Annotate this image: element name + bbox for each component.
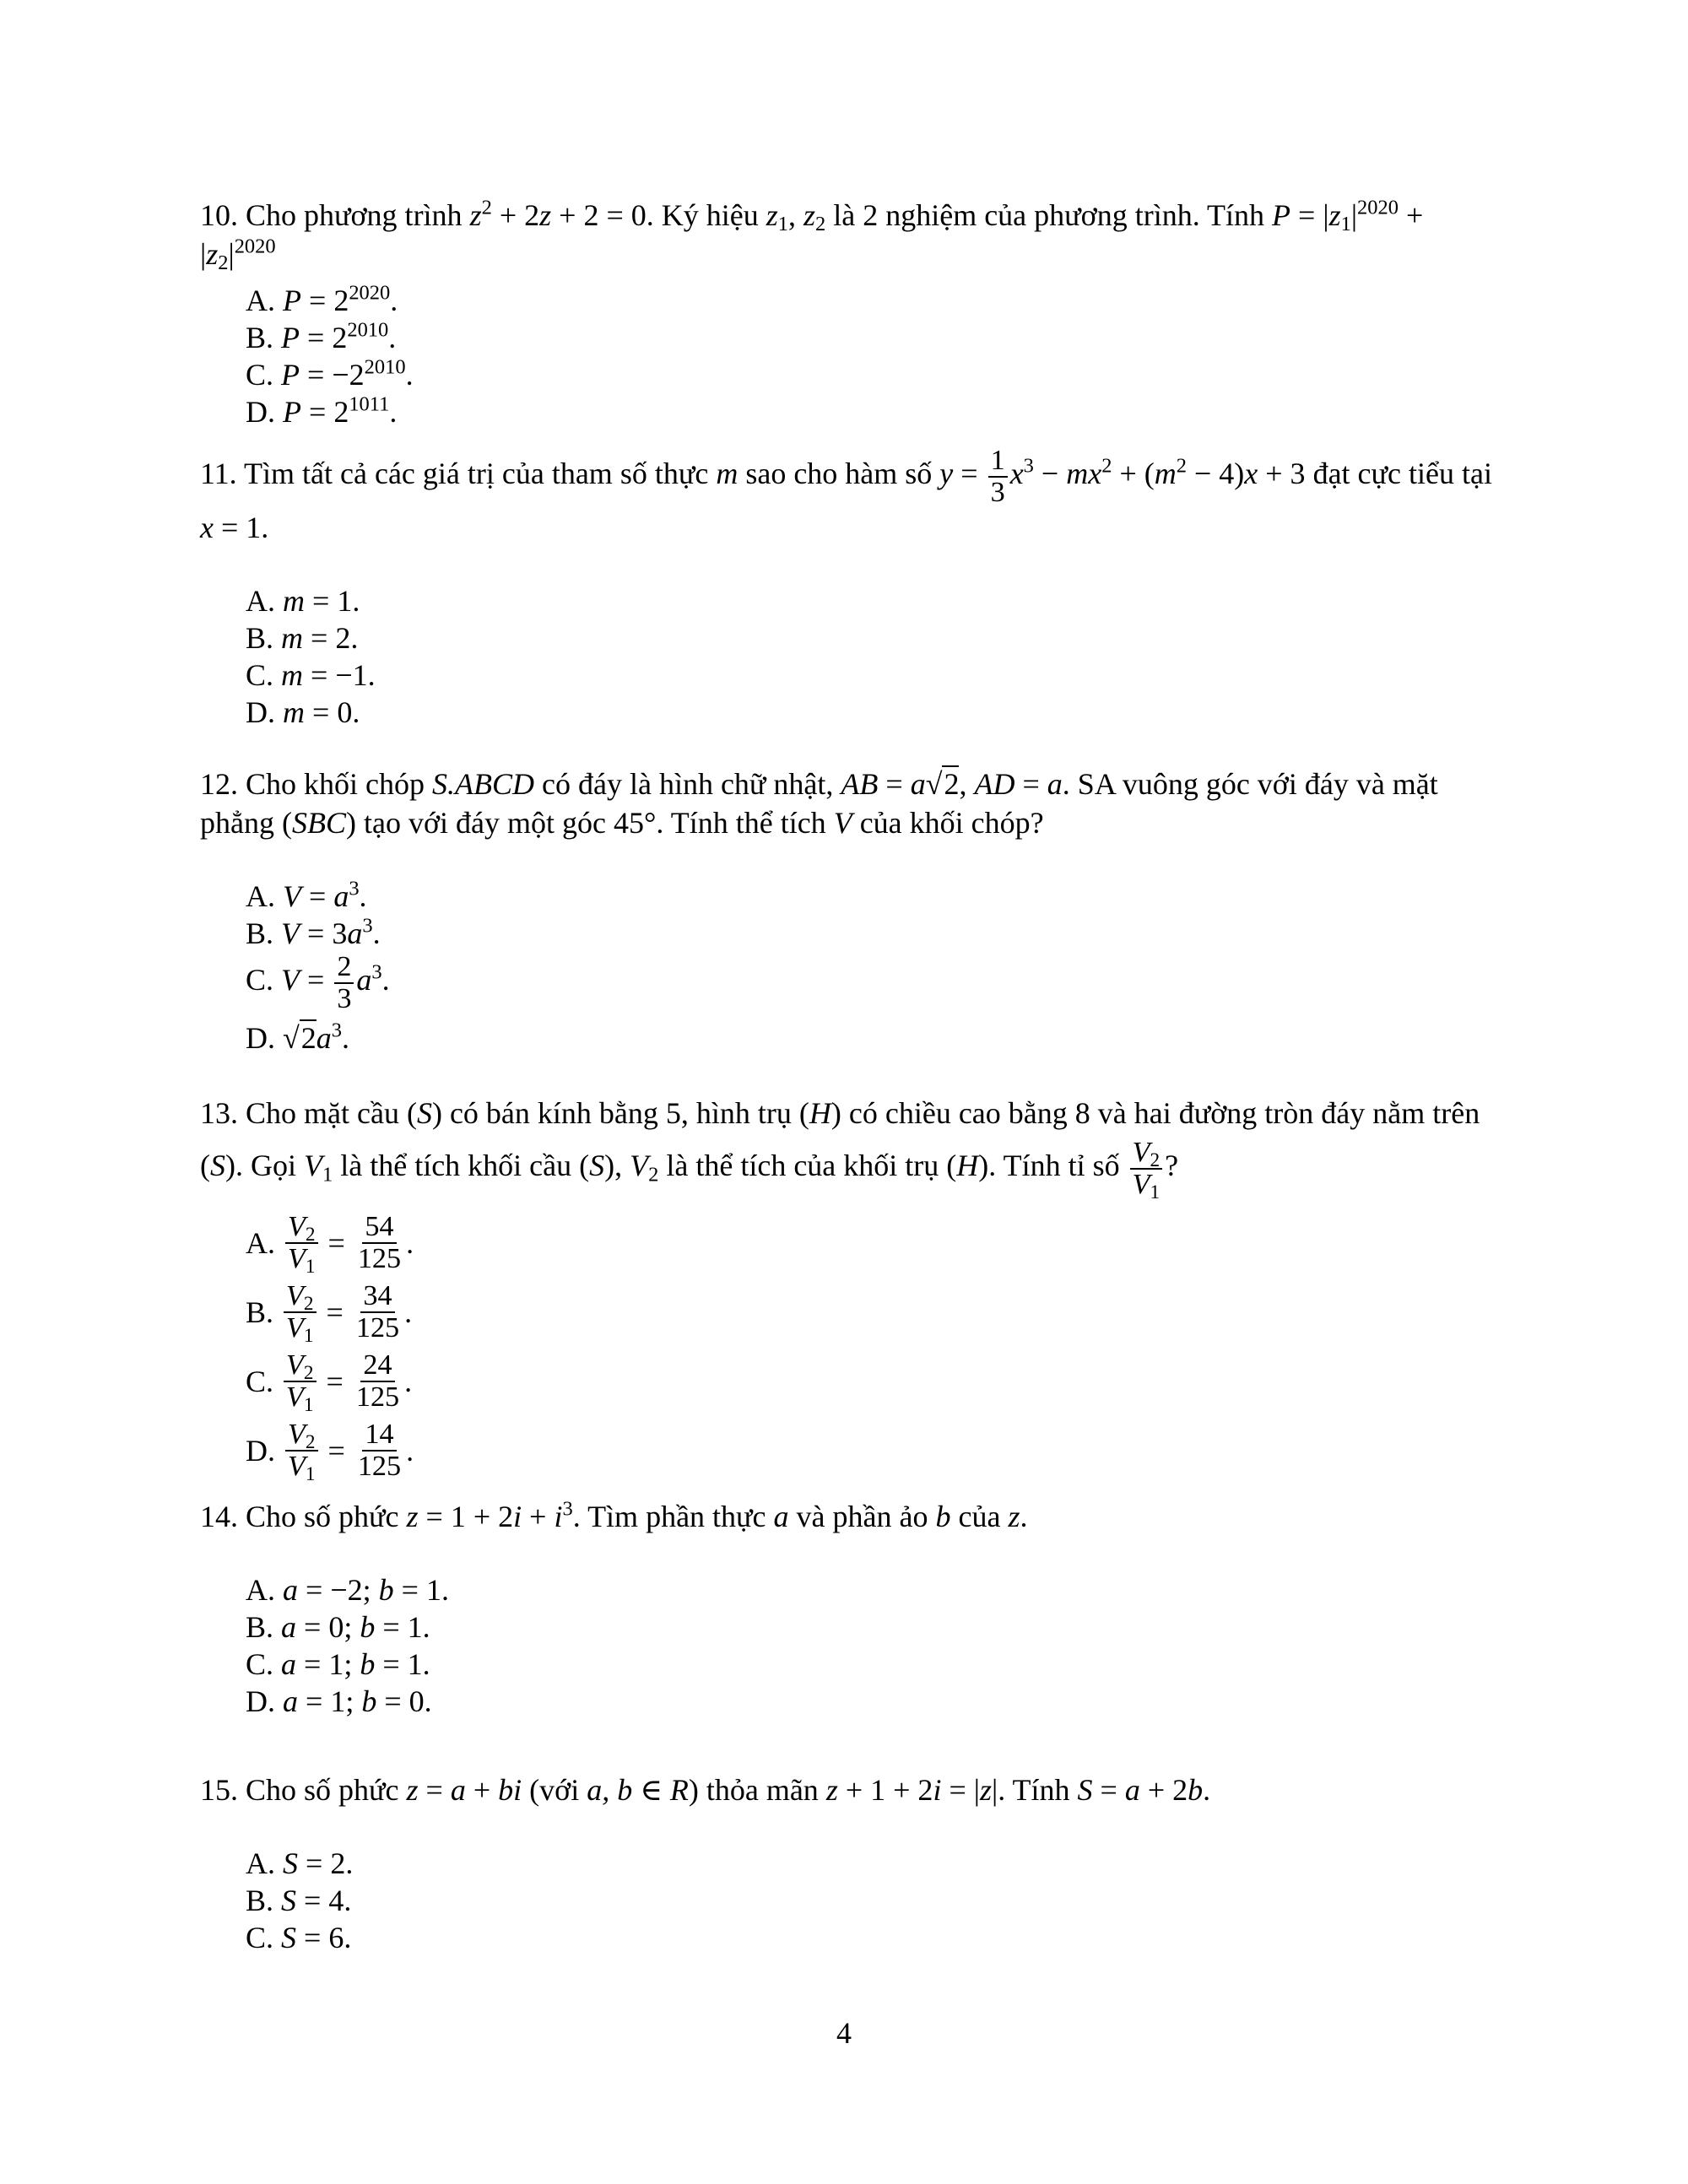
question-number: 15. <box>200 1773 238 1807</box>
option-c: C. S = 6. <box>246 1921 352 1954</box>
question-text: có chiều cao bằng 8 và hai đường tròn đáy nằm trên <box>848 1096 1480 1130</box>
option-a: A. $P = 2^{2020}$. <box>246 281 398 317</box>
option-b: B. $P = 2^{2010}$. <box>246 318 397 354</box>
question-number: 13. <box>200 1096 238 1130</box>
question-13-stem: 13. Cho mặt cầu (S) có bán kính bằng 5, hình trụ (H) có chiều cao bằng 8 và hai đường tròn đáy nằm trên (S). Gọi $V_1$ là thể tích khối cầu (S), $V_2$ là thể tích của khối trụ (H). Tính tỉ số $\frac{V_2}{V_1}$ ? <box>200 1096 1480 1203</box>
question-12-stem: 12. Cho khối chóp S.ABCD có đáy là hình chữ nhật, AB = a√2, AD = a. SA vuông góc với đáy và mặt phẳng (SBC) tạo với đáy một góc 45°. Tính thể tích V của khối chóp? <box>200 767 1438 840</box>
option-c: C. $\frac{V_2}{V_1}$ = $\frac{24}{125}$ . <box>246 1349 413 1416</box>
question-text: Cho số phức <box>246 1773 399 1807</box>
answer-options <box>200 1845 1496 1956</box>
question-11-stem: 11. Tìm tất cả các giá trị của tham số thực m sao cho hàm số y = $\frac{1}{3}$ $x^3 - mx^2 + (m^2 - 4)x + 3$ đạt cực tiểu tại x = 1. <box>200 445 1492 544</box>
option-d: D. $P = 2^{1011}$. <box>246 392 398 429</box>
question-text: . Gọi <box>235 1149 296 1183</box>
option-c: C. V = $\frac{2}{3}$ $a^3$. <box>246 951 390 1014</box>
question-text: Cho số phức <box>246 1500 399 1533</box>
question-text: ) thỏa mãn <box>688 1773 819 1807</box>
question-text: Tìm tất cả các giá trị của tham số thực <box>244 457 709 491</box>
page-number: 4 <box>836 2016 852 2050</box>
question-15 <box>200 1770 1496 1956</box>
question-text: của <box>958 1500 1001 1533</box>
question-text: và phần ảo <box>796 1500 928 1533</box>
answer-options <box>200 878 1496 1057</box>
option-a: A. S = 2. <box>246 1846 354 1880</box>
question-text: . Tính tỉ số <box>988 1149 1120 1183</box>
question-text: . Tính <box>998 1773 1070 1807</box>
option-b: B. m = 2. <box>246 620 359 655</box>
question-text: Ký hiệu <box>661 198 759 232</box>
answer-options <box>200 1571 1496 1720</box>
answer-options <box>200 1208 1496 1485</box>
question-number: 14. <box>200 1500 238 1533</box>
question-text: Cho mặt cầu <box>246 1096 399 1130</box>
answer-options <box>200 582 1496 731</box>
question-10-stem: 10. Cho phương trình $z^2 + 2z + 2 = 0$. Ký hiệu $z_1$, $z_2$ là 2 nghiệm của phương trình. Tính $P = |z_1|^{2020} + |z_2|^{2020}$ <box>200 196 1424 275</box>
question-text: . Tìm phần thực <box>572 1500 766 1533</box>
question-11 <box>200 446 1496 731</box>
question-text: sao cho hàm số <box>745 457 933 491</box>
option-d: D. $\frac{V_2}{V_1}$ = $\frac{14}{125}$ . <box>246 1418 414 1485</box>
question-text: đạt cực tiểu <box>1312 457 1454 491</box>
option-c: C. $P = -2^{2010}$. <box>246 355 414 392</box>
option-d: D. m = 0. <box>246 695 360 729</box>
question-text: (với <box>529 1773 580 1807</box>
question-text: là 2 nghiệm của phương trình. Tính <box>833 198 1265 232</box>
question-text: Cho khối chóp <box>246 767 425 801</box>
option-c: C. m = −1. <box>246 657 376 692</box>
option-b: B. a = 0; b = 1. <box>246 1610 430 1644</box>
option-a: A. $V = a^3$. <box>246 877 367 913</box>
question-number: 10. <box>200 198 238 232</box>
option-b: B. $V = 3a^3$. <box>246 914 381 950</box>
question-12 <box>200 765 1496 1057</box>
question-number: 12. <box>200 767 238 801</box>
question-15-stem: 15. Cho số phức z = a + bi (với a, b ∈ R) thỏa mãn z + 1 + 2i = |z|. Tính S = a + 2b. <box>200 1773 1211 1807</box>
question-text: tạo với đáy một góc 45°. Tính thể tích <box>364 806 826 840</box>
question-text: Cho phương trình <box>246 198 463 232</box>
question-text: tại <box>1462 457 1492 491</box>
option-d: D. a = 1; b = 0. <box>246 1684 432 1718</box>
option-a: A. m = 1. <box>246 583 360 618</box>
option-b: B. S = 4. <box>246 1884 352 1917</box>
option-a: A. a = −2; b = 1. <box>246 1573 449 1607</box>
question-text: là thể tích của khối trụ <box>666 1149 939 1183</box>
question-14-stem: 14. Cho số phức $z = 1 + 2i + i^3$. Tìm phần thực a và phần ảo b của z. <box>200 1497 1028 1533</box>
option-d: D. $√2a^3$. <box>246 1019 349 1055</box>
option-c: C. a = 1; b = 1. <box>246 1647 430 1681</box>
question-text: có bán kính bằng 5, hình trụ <box>449 1096 792 1130</box>
question-14 <box>200 1497 1496 1720</box>
question-13 <box>200 1089 1496 1485</box>
question-text: phẳng <box>200 806 274 840</box>
question-number: 11. <box>200 457 237 491</box>
question-text: . SA vuông góc với đáy và mặt <box>1062 767 1438 801</box>
question-10 <box>200 196 1496 430</box>
option-b: B. $\frac{V_2}{V_1}$ = $\frac{34}{125}$ . <box>246 1279 413 1347</box>
option-a: A. $\frac{V_2}{V_1}$ = $\frac{54}{125}$ . <box>246 1210 414 1278</box>
question-text: của khối chóp? <box>859 806 1044 840</box>
question-text: là thể tích khối cầu <box>340 1149 572 1183</box>
answer-options <box>200 282 1496 430</box>
question-text: có đáy là hình chữ nhật, <box>542 767 834 801</box>
